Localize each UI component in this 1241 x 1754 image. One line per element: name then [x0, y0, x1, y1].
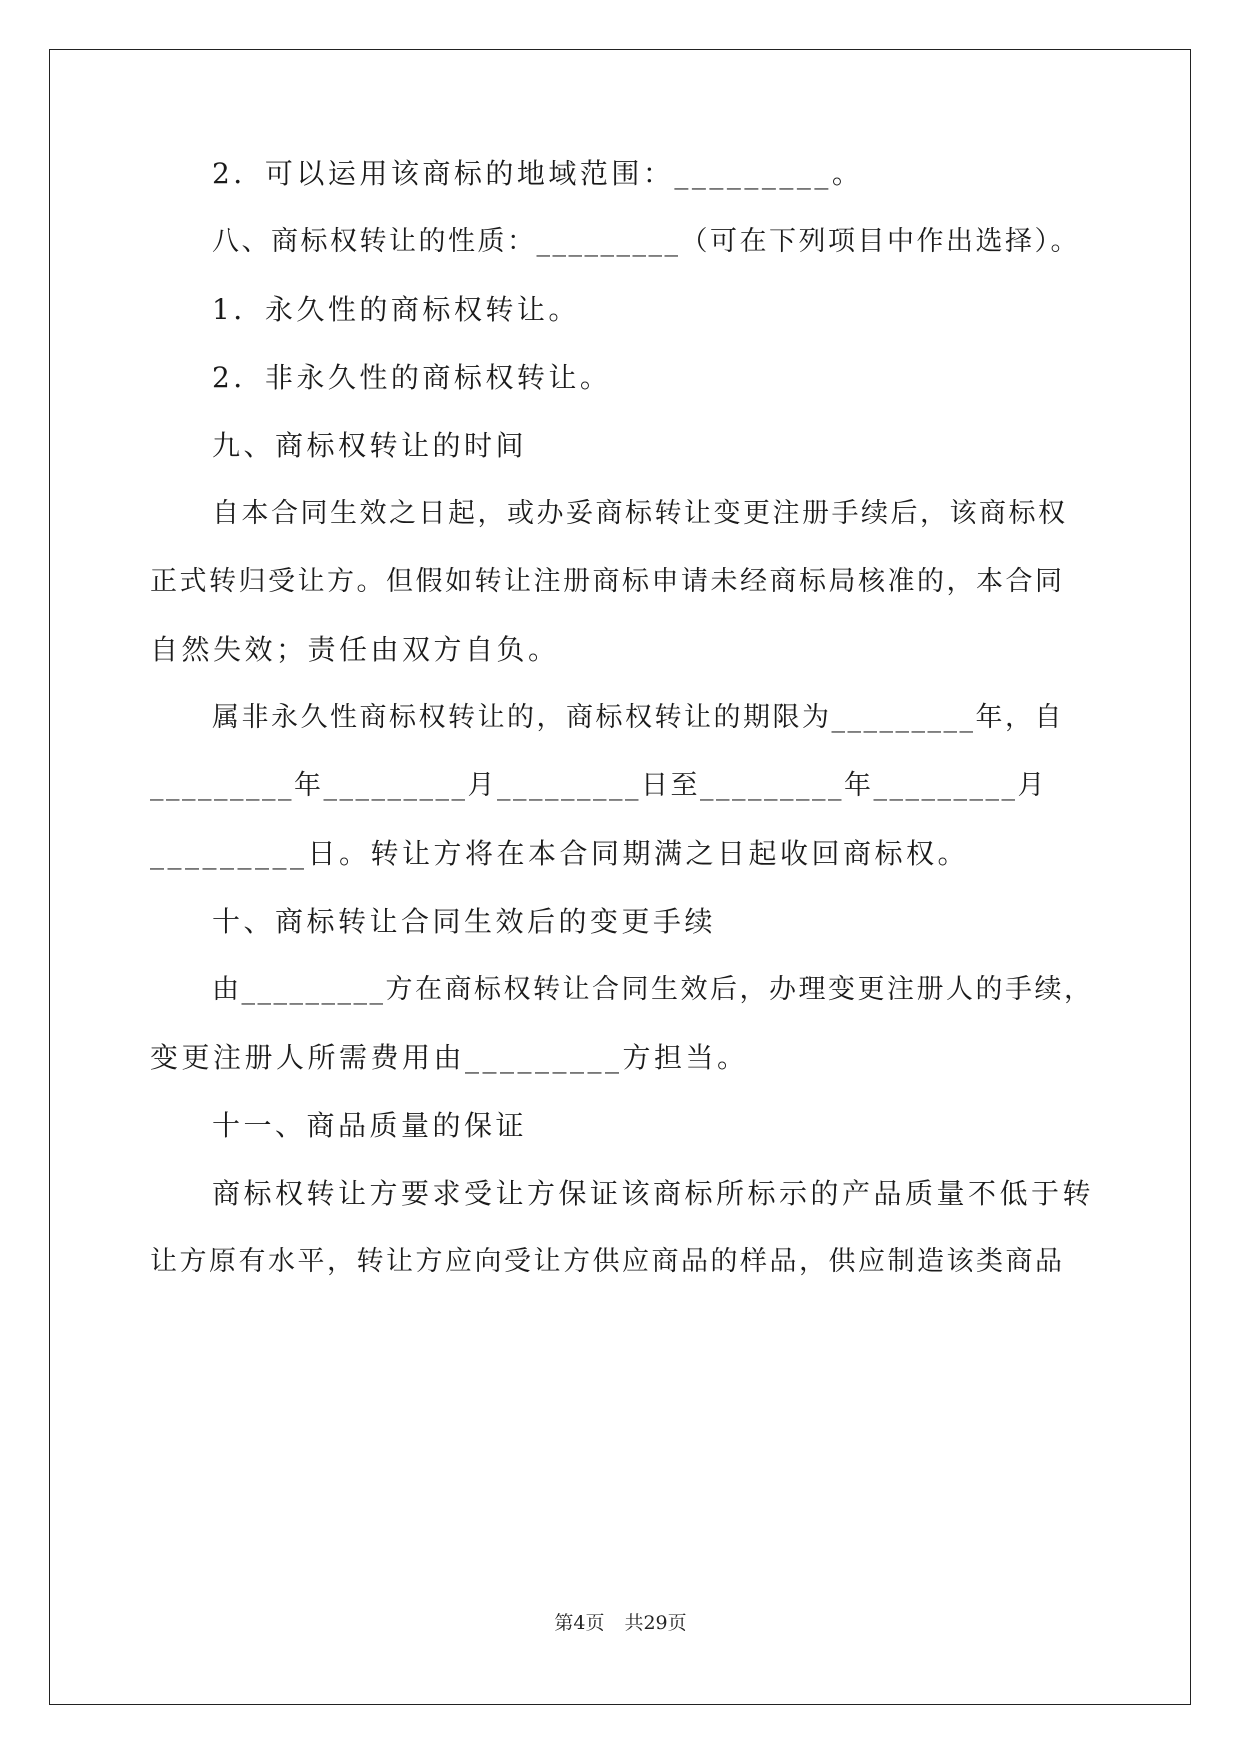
paragraph-line: _________年_________月_________日至_________年_________月 — [150, 770, 1047, 801]
page-number: 第4页 — [554, 1612, 605, 1634]
text-line: 2．可以运用该商标的地域范围：_________。 — [212, 157, 864, 190]
paragraph-line: 正式转归受让方。但假如转让注册商标申请未经商标局核准的，本合同 — [150, 566, 1065, 597]
paragraph-line: 属非永久性商标权转让的，商标权转让的期限为_________年，自 — [212, 702, 1064, 733]
section-heading: 九、商标权转让的时间 — [212, 429, 528, 462]
paragraph-line: 自本合同生效之日起，或办妥商标转让变更注册手续后，该商标权 — [212, 498, 1068, 529]
page-total: 共29页 — [624, 1612, 687, 1634]
section-heading: 十、商标转让合同生效后的变更手续 — [212, 905, 717, 938]
text-line: 2．非永久性的商标权转让。 — [212, 361, 612, 394]
text-line: 1．永久性的商标权转让。 — [212, 293, 580, 326]
section-heading: 八、商标权转让的性质：_________（可在下列项目中作出选择）。 — [212, 226, 1080, 257]
paragraph-line: 由_________方在商标权转让合同生效后，办理变更注册人的手续， — [212, 974, 1094, 1005]
paragraph-line: _________日。转让方将在本合同期满之日起收回商标权。 — [150, 837, 970, 870]
section-heading: 十一、商品质量的保证 — [212, 1109, 528, 1142]
paragraph-line: 让方原有水平，转让方应向受让方供应商品的样品，供应制造该类商品 — [150, 1246, 1065, 1277]
paragraph-line: 商标权转让方要求受让方保证该商标所标示的产品质量不低于转 — [212, 1177, 1095, 1210]
paragraph-line: 自然失效；责任由双方自负。 — [150, 633, 560, 666]
page-footer — [0, 1611, 1241, 1635]
paragraph-line: 变更注册人所需费用由_________方担当。 — [150, 1041, 749, 1074]
